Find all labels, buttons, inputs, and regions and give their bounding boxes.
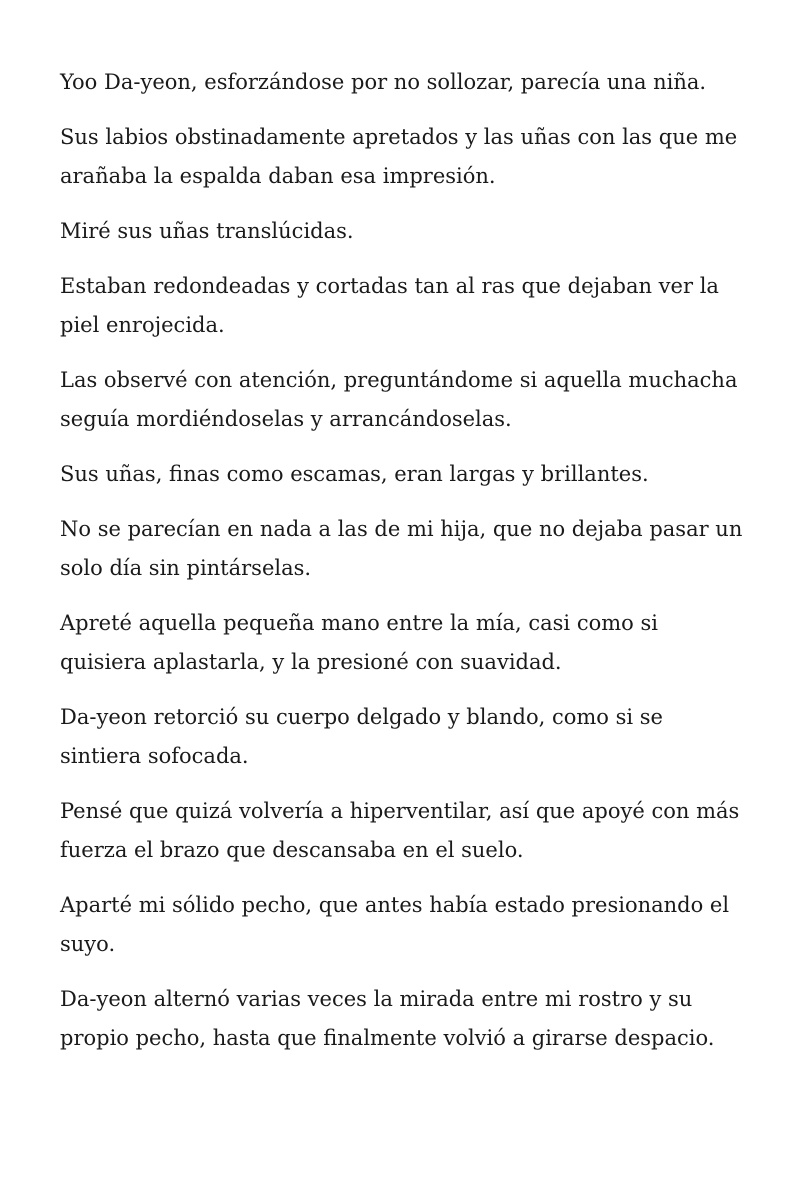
paragraph: Da-yeon retorció su cuerpo delgado y blando, como si se sintiera sofocada.	[60, 705, 663, 768]
paragraph: No se parecían en nada a las de mi hija, que no dejaba pasar un solo día sin pintárselas.	[60, 517, 743, 580]
paragraph: Estaban redondeadas y cortadas tan al ras que dejaban ver la piel enrojecida.	[60, 274, 719, 337]
paragraph: Da-yeon alternó varias veces la mirada entre mi rostro y su propio pecho, hasta que finalmente volvió a girarse despacio.	[60, 987, 715, 1050]
paragraph: Aparté mi sólido pecho, que antes había estado presionando el suyo.	[60, 893, 730, 956]
paragraph: Las observé con atención, preguntándome si aquella muchacha seguía mordiéndoselas y arrancándoselas.	[60, 368, 738, 431]
paragraph: Yoo Da-yeon, esforzándose por no sollozar, parecía una niña.	[60, 70, 707, 94]
paragraph: Pensé que quizá volvería a hiperventilar, así que apoyé con más fuerza el brazo que descansaba en el suelo.	[60, 799, 740, 862]
document-body	[60, 63, 750, 1058]
paragraph: Miré sus uñas translúcidas.	[60, 219, 354, 243]
paragraph: Apreté aquella pequeña mano entre la mía, casi como si quisiera aplastarla, y la presioné con suavidad.	[60, 611, 658, 674]
paragraph: Sus labios obstinadamente apretados y las uñas con las que me arañaba la espalda daban esa impresión.	[60, 125, 738, 188]
paragraph: Sus uñas, finas como escamas, eran largas y brillantes.	[60, 462, 649, 486]
